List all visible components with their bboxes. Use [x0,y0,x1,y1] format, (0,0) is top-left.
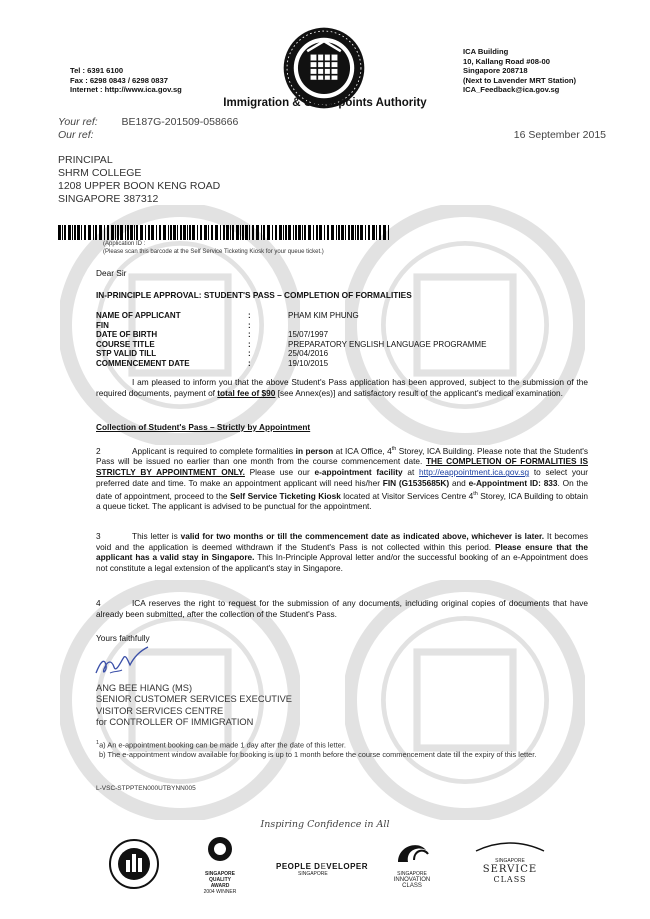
barcode-icon [58,225,390,240]
detail-colon: : [248,330,251,340]
application-id: (Application ID : [103,241,146,247]
barcode-bar [308,225,311,240]
service-arc-icon [470,841,550,853]
barcode-bar [372,225,375,240]
quality-award-emblem-icon [190,832,250,866]
address-street: 10, Kallang Road #08-00 [463,56,550,66]
barcode-bar [316,225,318,240]
barcode-bar [313,225,314,240]
your-ref-label: Your ref: [58,116,98,128]
innov-line: INNOVATION [393,877,431,883]
p2-text: at [402,467,420,478]
footnote-b [96,750,588,760]
closing: Yours faithfully [96,633,150,643]
detail-value: PHAM KIM PHUNG [288,311,359,320]
barcode-bar [204,225,207,240]
detail-row [96,321,536,331]
barcode-bar [177,225,178,240]
barcode-bar [189,225,191,240]
paragraph-3 [96,531,588,574]
our-ref [58,129,94,141]
signatory-department: VISITOR SERVICES CENTRE [96,705,224,716]
barcode-bar [263,225,265,240]
innovation-class-logo [384,836,440,894]
barcode-bar [211,225,213,240]
people-developer-text [276,862,369,871]
pd-text: PEOPLE D [276,862,321,871]
p3-text: This In-Principle Approval letter and/or the successful booking of an e-Appointment does not constitute a legal extension of the applicant's stay in Singapore. [96,552,588,574]
signatory-block [96,683,292,729]
p2-text: Applicant is required to complete formalities [132,445,296,456]
singapore-quality-award-logo [190,832,250,896]
collection-heading: Collection of Student's Pass – Strictly by Appointment [96,422,311,432]
detail-value: 19/10/2015 [288,358,329,368]
your-ref [58,116,238,128]
barcode-bar [136,225,138,240]
innov-line: CLASS [402,883,422,889]
header-tel: Tel : 6391 6100 [70,66,124,75]
barcode-bar [84,225,86,240]
footnotes [96,738,588,760]
barcode-bar [81,225,82,240]
p2-sup: th [391,446,397,452]
your-ref-value: BE187G-201509-058666 [121,116,239,128]
barcode-bar [355,225,356,240]
barcode-bar [226,225,229,240]
barcode-bar [168,225,169,240]
barcode-bar [197,225,198,240]
detail-value: 15/07/1997 [288,330,329,340]
p2-bold: Self Service Ticketing Kiosk [229,490,341,501]
sqa-line: AWARD [210,883,230,889]
p3-text: It becomes void and the application is deemed withdrawn if the Student's Pass is not collected within this period. [96,531,588,552]
footnote-a [96,738,588,750]
p2-bold: e-appointment facility [314,467,403,478]
p3-text: This letter is [132,531,181,541]
barcode-bar [252,225,254,240]
barcode-bar [368,225,370,240]
footnote-text: a) An e-appointment booking can be made 1 day after the date of this letter. [99,740,346,750]
detail-label: FIN [96,320,109,330]
fin-number: FIN (G1535685K) [382,477,450,488]
barcode-bar [93,225,94,240]
footnote-text: b) The e-appointment window available for booking is up to 1 month before the course commencement date till the expiry of this letter. [99,750,537,760]
barcode-bar [74,225,76,240]
intro-text: I am pleased to inform you that the above Student's Pass application has been approved, subject to the submission of the required documents, payment of [96,377,588,398]
barcode-bar [156,225,157,240]
barcode-bar [99,225,102,240]
barcode-bar [232,225,234,240]
barcode-bar [183,225,186,240]
barcode-bar [77,225,80,240]
barcode-bar [302,225,303,240]
barcode-bar [319,225,322,240]
barcode-bar [283,225,284,240]
signature-icon [92,643,152,681]
sqa-line: QUALITY [209,877,231,883]
detail-label: COMMENCEMENT DATE [96,358,190,368]
barcode-bar [125,225,126,240]
address-postal: Singapore 208718 [463,66,528,75]
p2-text: at ICA Office, 4 [333,445,392,456]
barcode-bar [279,225,282,240]
barcode-bar [304,225,306,240]
barcode-bar [173,225,176,240]
barcode-bar [140,225,143,240]
barcode-bar [357,225,359,240]
barcode-bar [62,225,63,240]
barcode-instruction: (Please scan this barcode at the Self Service Ticketing Kiosk for your queue ticket.) [103,249,324,255]
paragraph-2 [96,444,588,512]
intro-text: [see Annex(es)] and satisfactory result of the applicant's medical examination. [275,387,563,398]
detail-colon: : [248,358,251,368]
intro-paragraph [96,377,588,398]
barcode-bar [200,225,202,240]
barcode-bar [295,225,297,240]
barcode-bar [130,225,133,240]
paragraph-4 [96,598,588,619]
barcode-bar [261,225,262,240]
barcode-bar [192,225,195,240]
barcode-bar [215,225,218,240]
p2-text: to select your preferred date and time. To make an appointment applicant will need his/her [96,467,588,488]
p2-bold: in person [295,445,334,456]
p4-text: ICA reserves the right to request for the submission of any documents, including original copies of documents that have already been submitted, after the collection of the Student's Pass. [96,598,588,619]
detail-colon: : [248,349,251,359]
barcode-bar [236,225,239,240]
innov-line: SINGAPORE [397,871,427,877]
p2-sup: th [473,490,478,497]
barcode-bar [68,225,71,240]
address-mrt: (Next to Lavender MRT Station) [463,75,577,85]
barcode-bar [293,225,294,240]
detail-label: STP VALID TILL [96,349,157,359]
svc-line: SINGAPORE [495,858,525,864]
addressee-line: 1208 UPPER BOON KENG ROAD [58,180,221,192]
barcode-bar [331,225,334,240]
barcode-bar [64,225,66,240]
barcode-bar [345,225,346,240]
barcode-bar [208,225,209,240]
barcode-bar [245,225,248,240]
barcode-bar [376,225,377,240]
innovation-swirl-icon [384,836,440,866]
letter-date: 16 September 2015 [513,129,606,141]
barcode-bar [240,225,241,240]
barcode-bar [104,225,105,240]
eappointment-id: e-Appointment ID: 833 [468,477,558,488]
barcode-bar [365,225,366,240]
p3-bold: valid for two months or till the commencement date as indicated above, whichever is later. [180,531,545,541]
pd-text: VELOPER [326,862,369,871]
sqa-line: SINGAPORE [204,871,235,877]
addressee-line: SHRM COLLEGE [58,167,142,179]
address-email: ICA_Feedback@ica.gov.sg [463,85,560,94]
barcode-bar [327,225,329,240]
signatory-authority: for CONTROLLER OF IMMIGRATION [96,717,254,728]
total-fee: total fee of $90 [217,387,276,398]
pd-subtext: SINGAPORE [298,871,328,877]
barcode-bar [95,225,97,240]
detail-row [96,311,536,321]
barcode-bar [145,225,146,240]
detail-row [96,330,536,340]
barcode-bar [117,225,119,240]
p2-text: Storey, ICA Building to obtain a queue ticket. The applicant is advised to be punctual for the appointment. [96,490,588,512]
barcode-bar [163,225,166,240]
barcode-bar [220,225,221,240]
barcode-bar [242,225,244,240]
header-fax: Fax : 6298 0843 / 6298 0837 [70,75,168,85]
p2-text: Please use our [244,467,315,478]
barcode-bar [72,225,73,240]
paragraph-number: 4 [96,598,101,608]
barcode-bar [288,225,291,240]
detail-row [96,340,536,350]
barcode-bar [148,225,150,240]
detail-colon: : [248,339,251,349]
detail-row [96,359,536,369]
footnote-marker: 1 [96,740,100,746]
barcode-bar [338,225,340,240]
addressee-line: SINGAPORE 387312 [58,193,159,205]
detail-colon: : [248,311,251,320]
people-developer-logo [276,862,369,886]
letter-subject: IN-PRINCIPLE APPROVAL: STUDENT'S PASS – COMPLETION OF FORMALITIES [96,290,412,300]
p3-bold: Please ensure that the applicant has a valid stay in Singapore. [96,541,588,563]
signatory-name: ANG BEE HIANG (MS) [96,683,193,693]
barcode-bar [134,225,135,240]
barcode-bar [383,225,386,240]
barcode-bar [249,225,250,240]
paragraph-number: 2 [96,445,101,456]
barcode-bar [348,225,350,240]
barcode-note [103,240,324,256]
barcode-bar [223,225,225,240]
detail-value [288,321,536,331]
barcode-bar [187,225,188,240]
our-ref-label: Our ref: [58,129,94,141]
svc-line: CLASS [493,875,527,884]
barcode-bar [115,225,116,240]
barcode-bar [180,225,182,240]
barcode-bar [336,225,337,240]
detail-label: COURSE TITLE [96,339,155,349]
applicant-details [96,311,536,369]
barcode-bar [170,225,172,240]
barcode-bar [275,225,277,240]
detail-label: DATE OF BIRTH [96,330,158,340]
header-contact [70,66,182,95]
barcode-bar [388,225,389,240]
barcode-bar [58,225,61,240]
detail-label: NAME OF APPLICANT [96,311,181,320]
award-year: 2004 WINNER [203,889,237,895]
detail-row [96,349,536,359]
barcode-bar [360,225,363,240]
signatory-title: SENIOR CUSTOMER SERVICES EXECUTIVE [96,694,292,705]
barcode-bar [159,225,161,240]
barcode-bar [230,225,231,240]
paragraph-number: 3 [96,531,101,541]
barcode-bar [324,225,325,240]
reference-code: L-VSC-STPPTEN000UTBYNN005 [96,785,196,792]
p2-text: . On the date of appointment, proceed to the [96,477,588,501]
barcode-bar [341,225,344,240]
ministry-of-home-affairs-logo [108,838,160,890]
page-title: Immigration & Checkpoints Authority [223,97,427,109]
p2-text: Storey, ICA Building. Please note that the Student's Pass will be issued no earlier than one month from the course commencement date. [96,445,589,467]
barcode-bar [151,225,154,240]
detail-value: 25/04/2016 [288,349,329,359]
p2-text: and [449,477,469,488]
barcode-bar [298,225,301,240]
address-building: ICA Building [463,47,509,56]
header-internet: Internet : http://www.ica.gov.sg [70,85,182,94]
barcode-bar [267,225,270,240]
barcode-bar [120,225,123,240]
addressee-line: PRINCIPAL [58,154,113,166]
addressee-block [58,154,220,206]
detail-colon: : [248,320,251,330]
barcode-bar [256,225,259,240]
barcode-bar [127,225,129,240]
service-class-logo [470,840,550,884]
header-address [463,47,576,95]
detail-value: PREPARATORY ENGLISH LANGUAGE PROGRAMME [288,339,487,349]
barcode-bar [285,225,287,240]
pd-e-glyph: E [320,862,327,871]
barcode-bar [272,225,273,240]
svc-line: SERVICE [482,864,538,875]
salutation: Dear Sir [96,268,127,278]
barcode-bar [88,225,91,240]
barcode-bar [111,225,114,240]
barcode-bar [351,225,354,240]
barcode-bar [107,225,109,240]
footer-tagline: Inspiring Confidence in All [260,819,390,830]
p2-text: located at Visitor Services Centre 4 [340,490,474,501]
appointment-only-notice: THE COMPLETION OF FORMALITIES IS STRICTLY BY APPOINTMENT ONLY. [96,456,589,478]
eappointment-link[interactable]: http://eappointment.ica.gov.sg [419,467,530,478]
barcode-bar [379,225,381,240]
